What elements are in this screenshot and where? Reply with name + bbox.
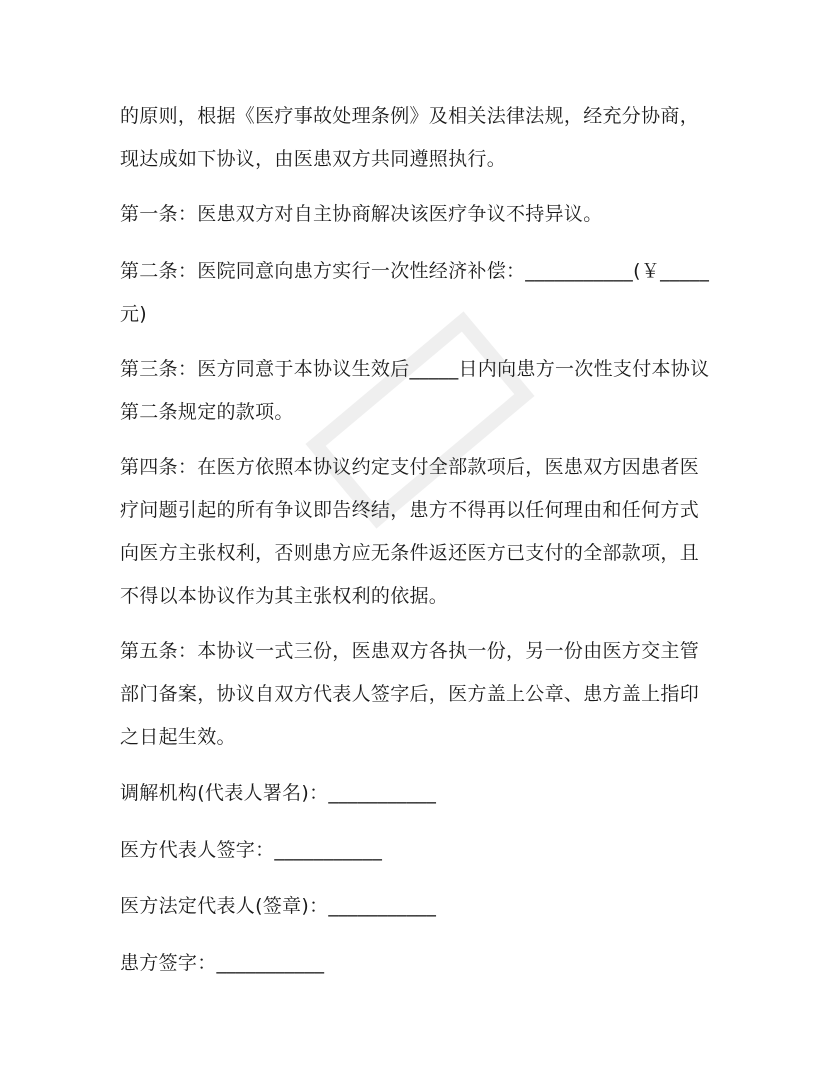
signature-patient: 患方签字：___________ [120,952,325,974]
article-4-line-4: 不得以本协议作为其主张权利的依据。 [120,585,449,607]
article-3-line-1: 第三条：医方同意于本协议生效后_____日内向患方一次性支付本协议 [120,358,710,380]
article-3-line-2: 第二条规定的款项。 [120,401,294,423]
signature-mediator: 调解机构(代表人署名)：___________ [120,782,437,804]
article-2-line-1: 第二条：医院同意向患方实行一次性经济补偿：___________(￥_____ [120,260,710,282]
paragraph-intro-line-2: 现达成如下协议，由医患双方共同遵照执行。 [120,148,507,170]
article-5-line-1: 第五条：本协议一式三份，医患双方各执一份，另一份由医方交主管 [120,640,700,662]
paragraph-intro-line-1: 的原则，根据《医疗事故处理条例》及相关法律法规，经充分协商， [120,105,700,127]
article-4-line-1: 第四条：在医方依照本协议约定支付全部款项后，医患双方因患者医 [120,456,700,478]
article-1-line-1: 第一条：医患双方对自主协商解决该医疗争议不持异议。 [120,203,603,225]
article-5-line-3: 之日起生效。 [120,726,236,748]
signature-hospital-rep: 医方代表人签字：___________ [120,839,383,861]
article-4-line-2: 疗问题引起的所有争议即告终结，患方不得再以任何理由和任何方式 [120,499,700,521]
article-4-line-3: 向医方主张权利，否则患方应无条件返还医方已支付的全部款项，且 [120,542,700,564]
article-2-line-2: 元) [120,303,148,325]
signature-hospital-legal-rep: 医方法定代表人(签章)：___________ [120,895,437,917]
article-5-line-2: 部门备案，协议自双方代表人签字后，医方盖上公章、患方盖上指印 [120,683,700,705]
